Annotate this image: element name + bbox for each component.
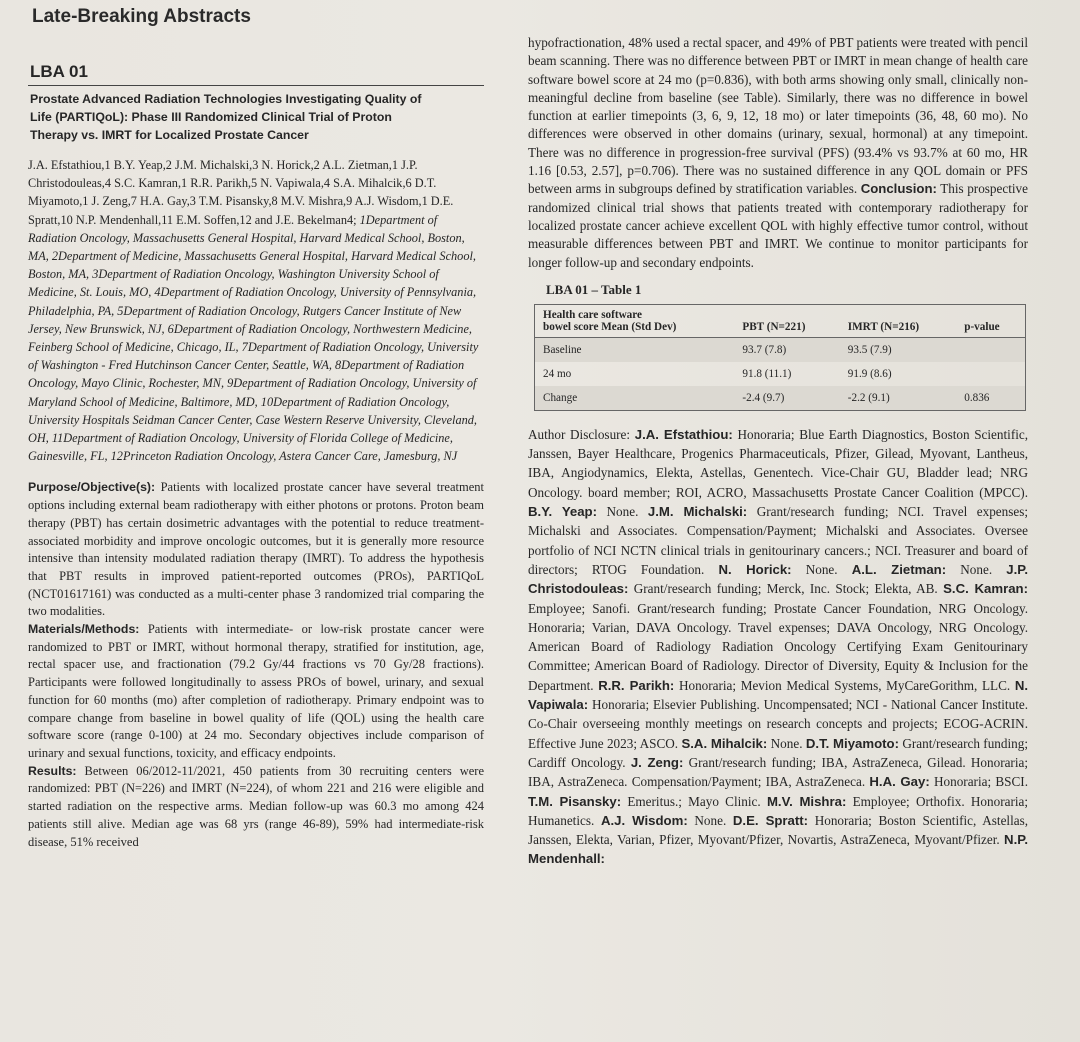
right-column: [528, 34, 1028, 869]
abstract-id: LBA 01: [28, 60, 484, 86]
author-block: [28, 156, 484, 465]
table-header-row: [535, 304, 1026, 337]
affiliations: 1Department of Radiation Oncology, Massachusetts General Hospital, Harvard Medical School, Boston, MA, 2Department of Medicine, Massachusetts General Hospital, Harvard Medical School, Boston, MA, 3Department of Radiation Oncology, Washington University School of Medicine, St. Louis, MO, 4Department of Radiation Oncology, University of Pennsylvania, Philadelphia, PA, 5Department of Radiation Oncology, Rutgers Cancer Institute of New Jersey, New Brunswick, NJ, 6Department of Radiation Oncology, Northwestern Medicine, Feinberg School of Medicine, Chicago, IL, 7Department of Radiation Oncology, University of Washington - Fred Hutchinson Cancer Center, Seattle, WA, 8Department of Radiation Oncology, Mayo Clinic, Rochester, MN, 9Department of Radiation Oncology, University of Maryland School of Medicine, Baltimore, MD, 10Department of Radiation Oncology, University Hospitals Seidman Cancer Center, Case Western Reserve University, Cleveland, OH, 11Department of Radiation Oncology, University of Florida College of Medicine, Gainesville, FL, 12Princeton Radiation Oncology, Astera Cancer Care, Jamesburg, NJ: [28, 212, 479, 464]
disclosure-list: J.A. Efstathiou: Honoraria; Blue Earth Diagnostics, Boston Scientific, Janssen, Bayer Healthcare, Progenics Pharmaceuticals, Pfizer, Gilead, Myovant, Lantheus, IBA, Angiodynamics, Elekta, Astellas, Genentech. Vice-Chair GU, Bladder lead; NRG Oncology. board member; ROI, ACRO, Massachusetts Prostate Cancer Coalition (MPCC). B.Y. Yeap: None. J.M. Michalski: Grant/research funding; NCI. Travel expenses; Michalski and Associates. Compensation/Payment; Michalski and Associates. Oversee portfolio of NCI NCTN clinical trials in genitourinary cancers.; NCI. Treasurer and board of directors; RTOG Foundation. N. Horick: None. A.L. Zietman: None. J.P. Christodouleas: Grant/research funding; Merck, Inc. Stock; Elekta, AB. S.C. Kamran: Employee; Sanofi. Grant/research funding; Prostate Cancer Foundation, NRG Oncology. Honoraria; Varian, DAVA Oncology. Travel expenses; DAVA Oncology, NRG Oncology. American Board of Radiology Radiation Oncology Certifying Exam Genitourinary Committee; American Board of Radiology. Director of Diversity, Equity & Inclusion for the Department. R.R. Parikh: Honoraria; Mevion Medical Systems, MyCareGorithm, LLC. N. Vapiwala: Honoraria; Elsevier Publishing. Uncompensated; NCI - National Cancer Institute. Co-Chair overseeing monthly meetings on research concepts and projects; ECOG-ACRIN. Effective June 2023; ASCO. S.A. Mihalcik: None. D.T. Miyamoto: Grant/research funding; Cardiff Oncology. J. Zeng: Grant/research funding; IBA, AstraZeneca, Gilead. Honoraria; IBA, AstraZeneca. Compensation/Payment; IBA, AstraZeneca. H.A. Gay: Honoraria; BSCI. T.M. Pisansky: Emeritus.; Mayo Clinic. M.V. Mishra: Employee; Orthofix. Honoraria; Humanetics. A.J. Wisdom: None. D.E. Spratt: Honoraria; Boston Scientific, Astellas, Janssen, Elekta, Varian, Pfizer, Myovant/Pfizer, Novartis, AstraZeneca, Myovant/Pfizer. N.P. Mendenhall:: [528, 426, 1029, 867]
results-table: [534, 304, 1026, 411]
table-cell-imrt: 93.5 (7.9): [840, 337, 956, 362]
conclusion-text: This prospective randomized clinical trial shows that patients treated with contemporary radiotherapy for localized prostate cancer achieve excellent QOL with highly effective tumor control, without measurable differences between PBT and IMRT. We continue to monitor participants for longer follow-up and secondary endpoints.: [528, 181, 1028, 270]
author-disclosure: [528, 425, 1028, 869]
abstract-title: Prostate Advanced Radiation Technologies Investigating Quality of Life (PARTIQoL): Phase III Randomized Clinical Trial of Proton Therapy vs. IMRT for Localized Prostate Cancer: [30, 92, 422, 142]
table-row: [535, 362, 1026, 386]
purpose-label: Purpose/Objective(s):: [28, 480, 156, 495]
results-text-left: Between 06/2012-11/2021, 450 patients from 30 recruiting centers were randomized: PBT (N=226) and IMRT (N=224), of whom 221 and 216 were eligible and started radiation on the respective arms. Median follow-up was 60.3 mo among 424 patients still alive. Median age was 68 yrs (range 46-89), 59% had intermediate-risk disease, 51% received: [28, 763, 484, 849]
conclusion-label: Conclusion:: [860, 181, 937, 197]
table-header-pvalue: p-value: [956, 304, 1025, 337]
table-title: LBA 01 – Table 1: [546, 281, 642, 297]
results-label: Results:: [28, 763, 77, 778]
table-cell-label: Change: [535, 386, 735, 411]
table-row: [535, 386, 1026, 411]
table-cell-imrt: 91.9 (8.6): [847, 367, 892, 380]
abstract-body-left: [28, 479, 484, 851]
table-cell-pbt: 93.7 (7.8): [734, 337, 839, 362]
methods-label: Materials/Methods:: [28, 622, 140, 637]
purpose-text: Patients with localized prostate cancer have several treatment options including external beam radiotherapy with either photons or protons. Proton beam therapy (PBT) has certain dosimetric advantages with the potential to reduce treatment-associated morbidity and improve oncologic outcomes, but it is generally more resource intensive than intensity modulated radiation therapy (IMRT). To address the hypothesis that PBT results in improved patient-reported outcomes (PROs), PARTIQoL (NCT01617161) was conducted as a multi-center phase 3 randomized trial comparing the two modalities.: [28, 480, 484, 619]
left-column: [28, 60, 484, 851]
methods-text: Patients with intermediate- or low-risk prostate cancer were randomized to PBT or IMRT, without hormonal therapy, stratified for institution, age, rectal spacer use, and fractionation (79.2 Gy/44 fractions vs 70 Gy/28 fractions). Participants were followed longitudinally to assess PROs of bowel, urinary, and sexual function for 60 months (mo) after completion of radiotherapy. Primary endpoint was to compare change from baseline in bowel quality of life (QOL) using the health care software score (range 0-100) at 24 mo. Secondary objectives include comparison of urinary and sexual functions, toxicity, and efficacy endpoints.: [28, 622, 485, 760]
table-cell-pvalue: [956, 337, 1025, 362]
table-cell-pvalue: [956, 362, 1025, 386]
table-cell-pbt: 91.8 (11.1): [742, 367, 792, 380]
table-cell-pvalue: 0.836: [956, 386, 1025, 411]
table-header-imrt: IMRT (N=216): [840, 304, 956, 337]
table-cell-label: 24 mo: [543, 367, 572, 380]
abstract-body-right: [528, 34, 1028, 272]
table-row: [535, 337, 1026, 362]
table-cell-imrt: -2.2 (9.1): [840, 386, 956, 411]
table-cell-pbt: -2.4 (9.7): [734, 386, 839, 411]
author-list: J.A. Efstathiou,1 B.Y. Yeap,2 J.M. Michalski,3 N. Horick,2 A.L. Zietman,1 J.P. Christodouleas,4 S.C. Kamran,1 R.R. Parikh,5 N. Vapiwala,4 S.A. Mihalcik,6 D.T. Miyamoto,1 J. Zeng,7 H.A. Gay,3 T.M. Pisansky,8 M.V. Mishra,9 A.J. Wisdom,1 D.E. Spratt,10 N.P. Mendenhall,11 E.M. Soffen,12 and J.E. Bekelman4;: [28, 158, 454, 227]
results-text-right: hypofractionation, 48% used a rectal spacer, and 49% of PBT patients were treated with pencil beam scanning. There was no difference between PBT or IMRT in mean change of health care software bowel score at 24 mo (p=0.836), with both arms showing only small, clinically non-meaningful decline from baseline (see Table). Similarly, there was no difference in bowel function at earlier timepoints (3, 6, 9, 12, 18 mo) or later timepoints (36, 48, 60 mo). No differences were observed in other domains (urinary, sexual, hormonal) at any timepoint. There was no difference in progression-free survival (PFS) (93.4% vs 93.7% at 60 mo, HR 1.16 [0.53, 2.57], p=0.706). There was no sustained difference in any QOL domain or PFS between arms in subgroups defined by stratification variables.: [528, 35, 1028, 197]
disclosure-lead: Author Disclosure:: [528, 426, 631, 442]
table-header-measure: Health care software bowel score Mean (Std Dev): [535, 304, 735, 337]
table-cell-label: Baseline: [535, 337, 735, 362]
section-heading: Late-Breaking Abstracts: [32, 6, 251, 27]
table-header-pbt: PBT (N=221): [734, 304, 839, 337]
